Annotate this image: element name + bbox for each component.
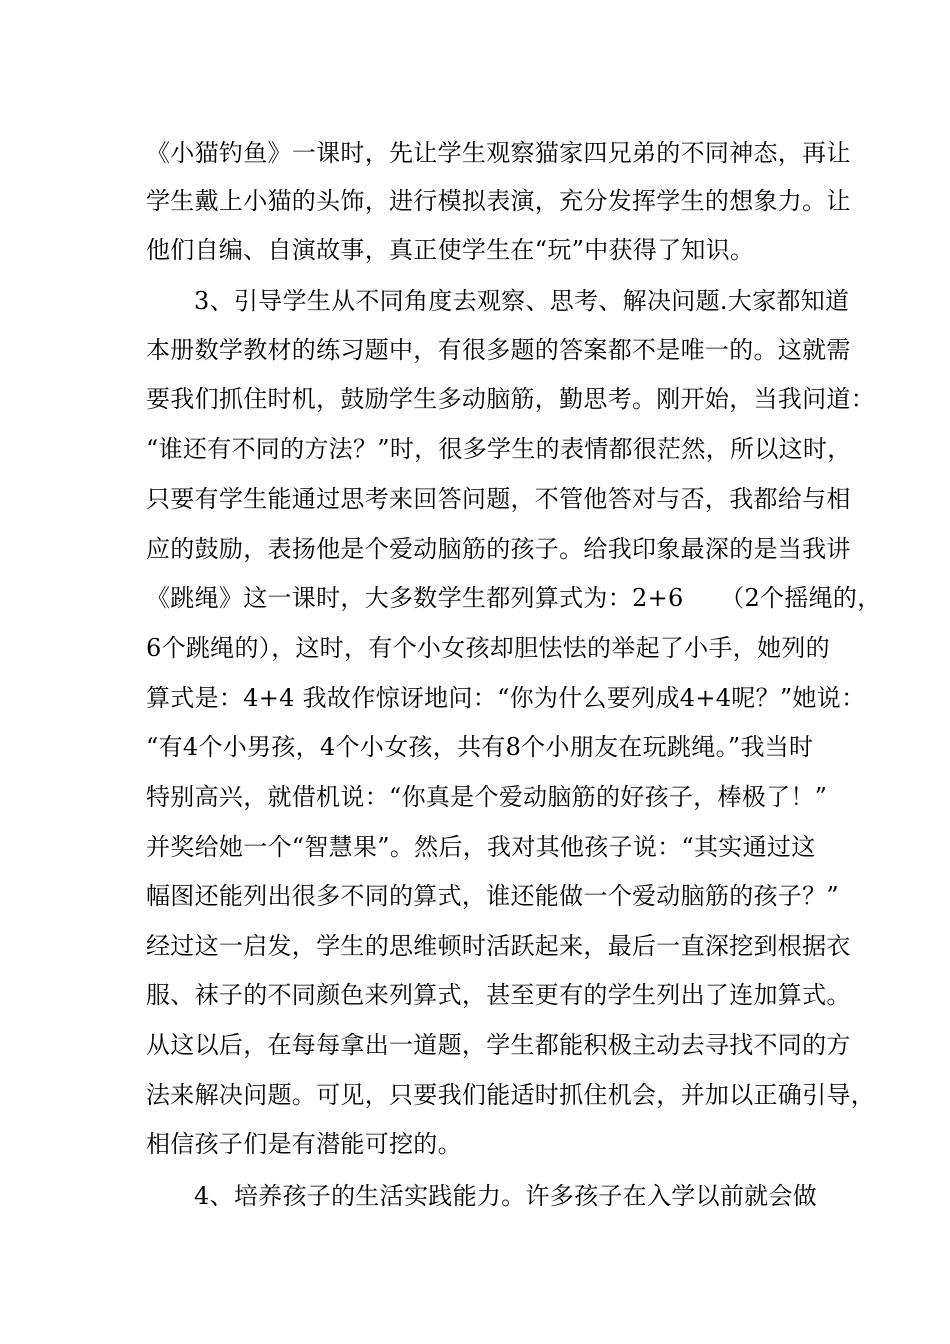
text-line: 应的鼓励，表扬他是个爱动脑筋的孩子。给我印象最深的是当我讲 — [146, 535, 851, 563]
text-line: 算式是：4+4 我故作惊讶地问：“你为什么要列成4+4呢？”她说： — [146, 684, 866, 712]
text-line: 学生戴上小猫的头饰，进行模拟表演，充分发挥学生的想象力。让 — [146, 187, 851, 215]
text-line: 从这以后，在每每拿出一道题，学生都能积极主动去寻找不同的方 — [146, 1031, 851, 1059]
text-line: “谁还有不同的方法？”时，很多学生的表情都很茫然，所以这时， — [146, 435, 852, 463]
text-line: 要我们抓住时机，鼓励学生多动脑筋，勤思考。刚开始，当我问道： — [146, 385, 875, 413]
text-line: 本册数学教材的练习题中，有很多题的答案都不是唯一的。这就需 — [146, 336, 851, 364]
text-line: 经过这一启发，学生的思维顿时活跃起来，最后一直深挖到根据衣 — [146, 932, 851, 960]
text-line: 只要有学生能通过思考来回答问题，不管他答对与否，我都给与相 — [146, 485, 851, 513]
text-line: 《小猫钓鱼》一课时，先让学生观察猫家四兄弟的不同神态，再让 — [146, 139, 851, 167]
text-line: “有4个小男孩，4个小女孩，共有8个小朋友在玩跳绳。”我当时 — [146, 733, 814, 761]
text-line: 并奖给她一个“智慧果”。然后，我对其他孩子说：“其实通过这 — [146, 833, 816, 861]
text-line: 相信孩子们是有潜能可挖的。 — [146, 1130, 462, 1158]
text-line: 《跳绳》这一课时，大多数学生都列算式为：2+6 （2个摇绳的， — [146, 584, 882, 612]
paragraph-3-first-line: 3、引导学生从不同角度去观察、思考、解决问题.大家都知道 — [194, 287, 850, 315]
text-line: 6个跳绳的），这时，有个小女孩却胆怯怯的举起了小手，她列的 — [146, 634, 830, 662]
paragraph-4-first-line: 4、培养孩子的生活实践能力。许多孩子在入学以前就会做 — [194, 1182, 818, 1210]
text-line: 法来解决问题。可见，只要我们能适时抓住机会，并加以正确引导， — [146, 1081, 875, 1109]
text-line: 特别高兴，就借机说：“你真是个爱动脑筋的好孩子，棒极了！” — [146, 783, 828, 811]
text-line: 他们自编、自演故事，真正使学生在“玩”中获得了知识。 — [146, 236, 755, 264]
text-line: 幅图还能列出很多不同的算式，谁还能做一个爱动脑筋的孩子？” — [146, 882, 839, 910]
text-line: 服、袜子的不同颜色来列算式，甚至更有的学生列出了连加算式。 — [146, 981, 851, 1009]
